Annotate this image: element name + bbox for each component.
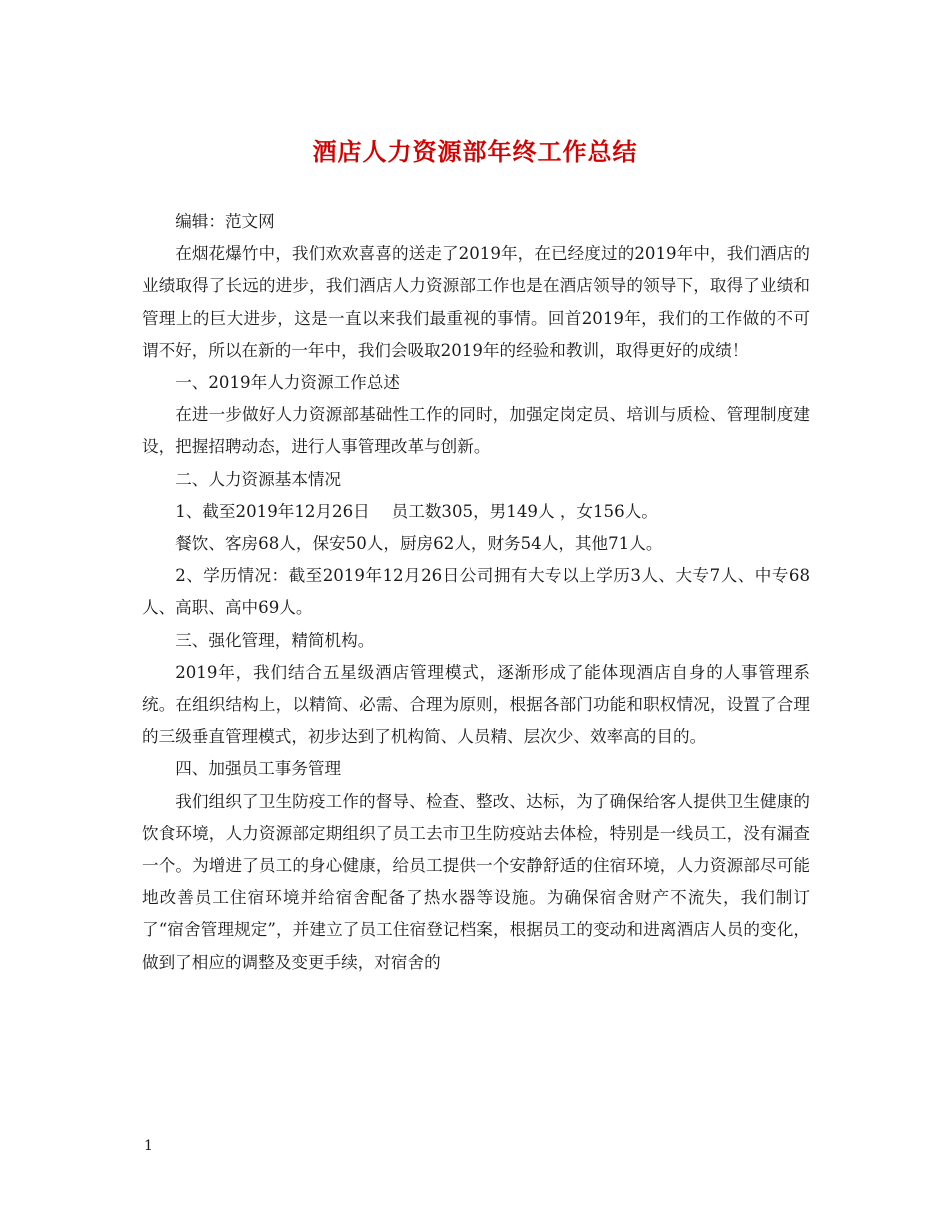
- paragraph-section-1: 在进一步做好人力资源部基础性工作的同时，加强定岗定员、培训与质检、管理制度建设，把握招聘动态，进行人事管理改革与创新。: [142, 405, 810, 457]
- paragraph-education: 2、学历情况：截至2019年12月26日公司拥有大专以上学历3人、大专7人、中专68人、高职、高中69人。: [142, 566, 810, 618]
- editor-line: 编辑：范文网: [175, 212, 275, 231]
- page-number: 1: [144, 1138, 153, 1154]
- paragraph-staff-count: 1、截至2019年12月26日 员工数305，男149人 ，女156人。: [175, 501, 658, 521]
- paragraph-intro: 在烟花爆竹中，我们欢欢喜喜的送走了2019年，在已经度过的2019年中，我们酒店的业绩取得了长远的进步，我们酒店人力资源部工作也是在酒店领导的领导下，取得了业绩和管理上的巨大进步，这是一直以来我们最重视的事情。回首2019年，我们的工作做的不可谓不好，所以在新的一年中，我们会吸取2019年的经验和教训，取得更好的成绩！: [142, 244, 810, 360]
- paragraph-section-4: 我们组织了卫生防疫工作的督导、检查、整改、达标，为了确保给客人提供卫生健康的饮食环境，人力资源部定期组织了员工去市卫生防疫站去体检，特别是一线员工，没有漏查一个。为增进了员工的身心健康，给员工提供一个安静舒适的住宿环境，人力资源部尽可能地改善员工住宿环境并给宿舍配备了热水器等设施。为确保宿舍财产不流失，我们制订了“宿舍管理规定”，并建立了员工住宿登记档案，根据员工的变动和进离酒店人员的变化，做到了相应的调整及变更手续，对宿舍的: [142, 791, 810, 972]
- section-heading-3: 三、强化管理，精简机构。: [175, 630, 375, 650]
- document-body: [142, 206, 810, 979]
- paragraph-section-3: 2019年，我们结合五星级酒店管理模式，逐渐形成了能体现酒店自身的人事管理系统。在组织结构上，以精简、必需、合理为原则，根据各部门功能和职权情况，设置了合理的三级垂直管理模式，初步达到了机构简、人员精、层次少、效率高的目的。: [142, 662, 810, 747]
- paragraph-department-count: 餐饮、客房68人，保安50人，厨房62人，财务54人，其他71人。: [175, 534, 663, 554]
- section-heading-1: 一、2019年人力资源工作总述: [175, 373, 400, 393]
- section-heading-2: 二、人力资源基本情况: [175, 469, 342, 489]
- section-heading-4: 四、加强员工事务管理: [175, 759, 342, 779]
- document-title: 酒店人力资源部年终工作总结: [312, 137, 638, 166]
